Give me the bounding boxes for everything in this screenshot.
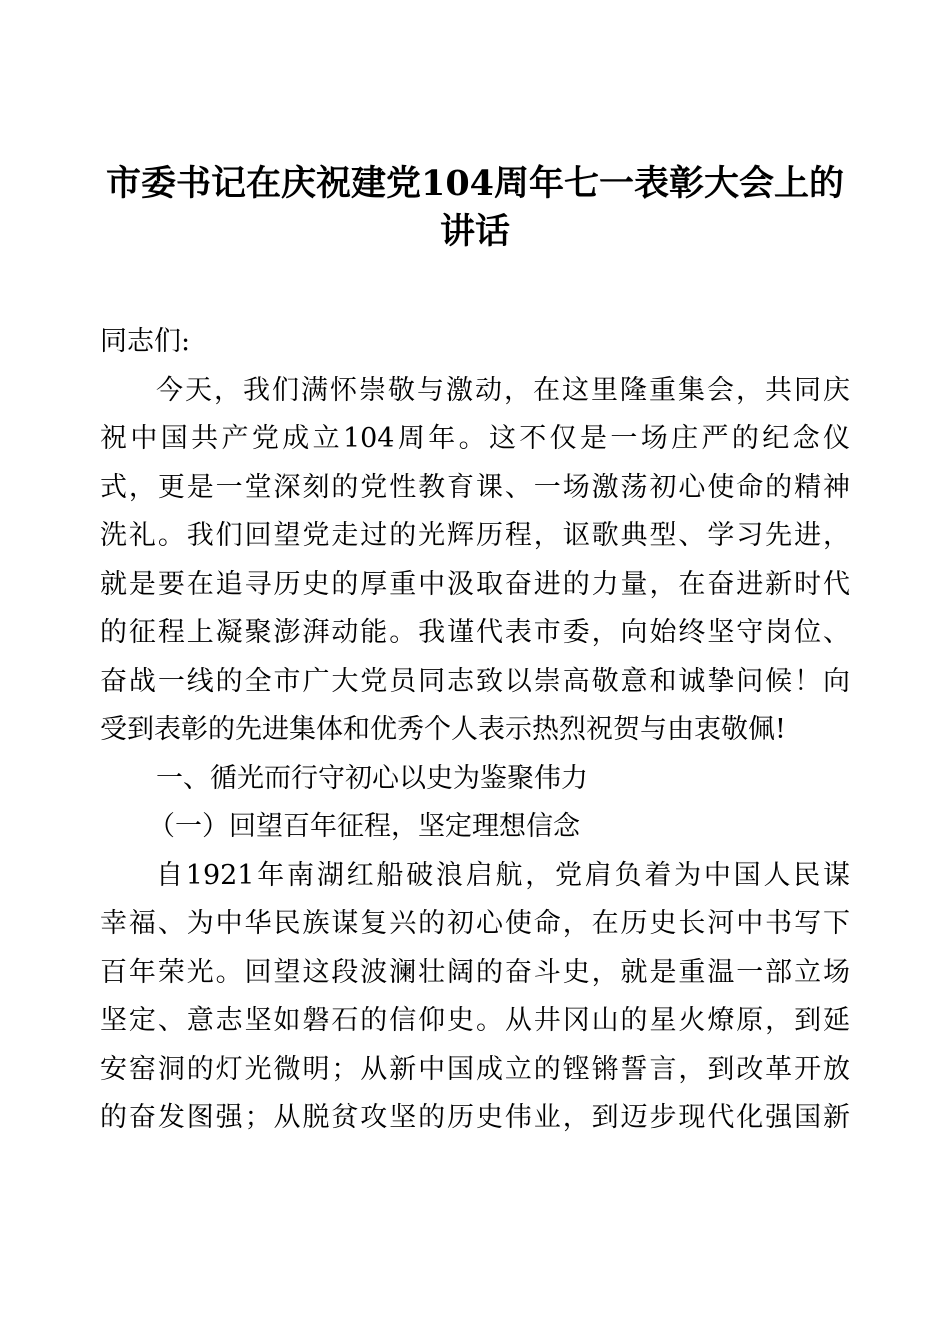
paragraph-line: 今天，我们满怀崇敬与激动，在这里隆重集会，共同庆 [156,374,850,406]
paragraph-line: 幸福、为中华民族谋复兴的初心使命，在历史长河中书写下 [100,908,850,939]
paragraph-line: 坚定、意志坚如磐石的信仰史。从井冈山的星火燎原，到延 [100,1005,850,1036]
title-line-1: 市委书记在庆祝建党104周年七一表彰大会上的 [105,163,845,204]
paragraph-line: 洗礼。我们回望党走过的光辉历程，讴歌典型、学习先进， [100,520,850,551]
paragraph-line: 受到表彰的先进集体和优秀个人表示热烈祝贺与由衷敬佩! [100,714,786,745]
paragraph-history [100,852,860,1143]
paragraph-line: 的奋发图强；从脱贫攻坚的历史伟业，到迈步现代化强国新 [100,1102,850,1133]
document-body [100,318,860,1143]
section-heading: 一、循光而行守初心以史为鉴聚伟力 [156,762,588,794]
paragraph-line: 的征程上凝聚澎湃动能。我谨代表市委，向始终坚守岗位、 [100,617,850,648]
paragraph-line: 安窑洞的灯光微明；从新中国成立的铿锵誓言，到改革开放 [100,1053,850,1085]
paragraph-line: 就是要在追寻历史的厚重中汲取奋进的力量，在奋进新时代 [100,568,850,600]
paragraph-opening [100,367,860,755]
document-title [90,160,860,256]
title-line-2: 讲话 [439,211,510,252]
paragraph-line: 式，更是一堂深刻的党性教育课、一场激荡初心使命的精神 [100,471,850,503]
section-subheading: （一）回望百年征程，坚定理想信念 [148,811,580,842]
paragraph-line: 百年荣光。回望这段波澜壮阔的奋斗史，就是重温一部立场 [100,956,850,988]
paragraph-line: 祝中国共产党成立104周年。这不仅是一场庄严的纪念仪 [100,423,850,454]
salutation: 同志们: [100,326,191,357]
paragraph-line: 自1921年南湖红船破浪启航，党肩负着为中国人民谋 [156,859,850,891]
paragraph-line: 奋战一线的全市广大党员同志致以崇高敬意和诚挚问候！向 [100,665,850,697]
